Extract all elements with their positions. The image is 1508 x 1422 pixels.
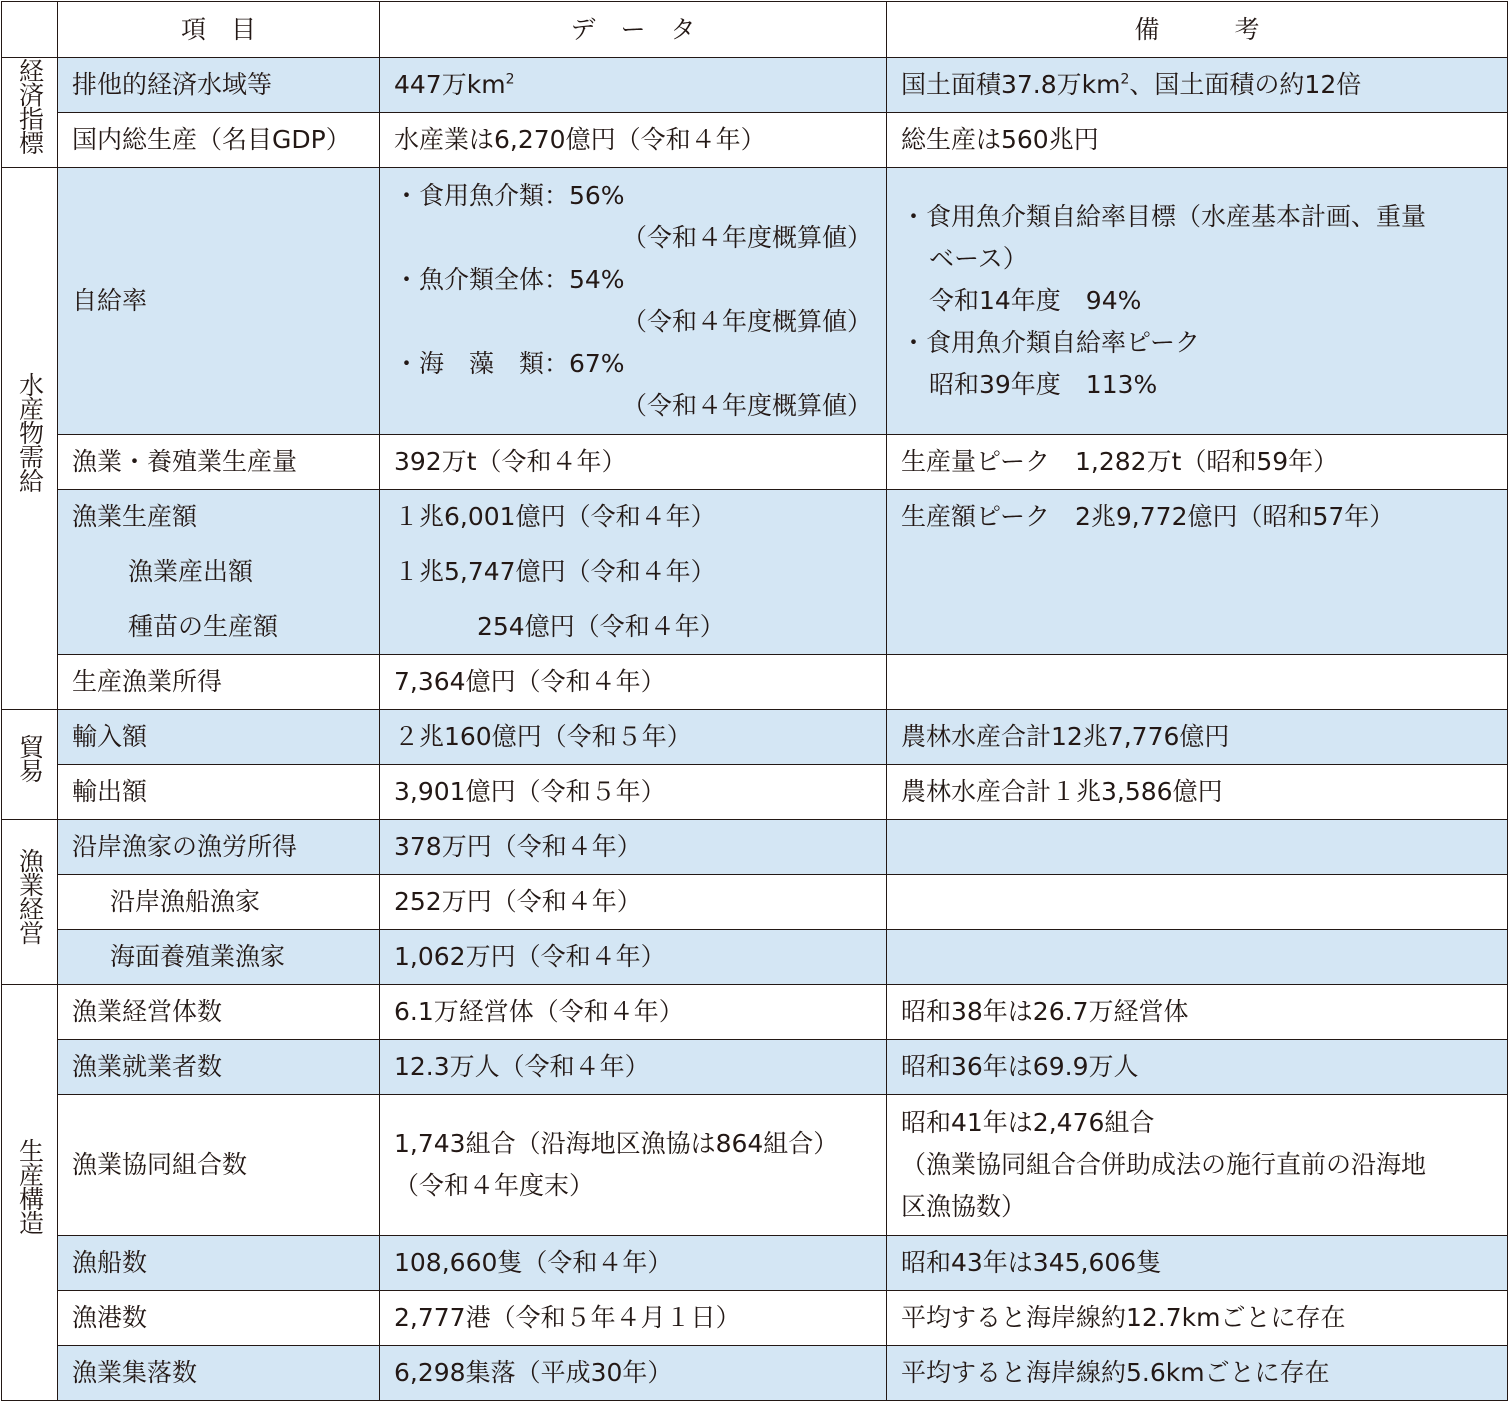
item-cell: 漁業就業者数 [58,1040,380,1095]
data-cell: 108,660隻（令和４年） [380,1236,887,1291]
item-cell: 生産漁業所得 [58,655,380,710]
note-cell [887,168,1508,435]
table-row [2,435,1508,490]
item-cell: 漁業産出額 [58,545,380,600]
header-blank [2,2,58,58]
table-row [2,655,1508,710]
table-row [2,765,1508,820]
table-row [2,545,1508,600]
note-cell: 平均すると海岸線約12.7kmごとに存在 [887,1291,1508,1346]
table-row [2,1291,1508,1346]
header-data: デ ー タ [380,2,887,58]
item-cell: 漁業生産額 [58,490,380,545]
category-economy: 経済指標 [2,58,58,168]
table-row [2,58,1508,113]
data-line: （令和４年度末） [394,1171,595,1200]
note-cell [887,600,1508,655]
data-line: ・海 藻 類：67% [394,349,625,378]
category-structure: 生産構造 [2,985,58,1401]
table-row [2,113,1508,168]
item-cell: 漁業経営体数 [58,985,380,1040]
header-note: 備 考 [887,2,1508,58]
note-cell: 総生産は560兆円 [887,113,1508,168]
data-cell [380,168,887,435]
note-cell: 農林水産合計１兆3,586億円 [887,765,1508,820]
table-row [2,1236,1508,1291]
item-cell: 国内総生産（名目GDP） [58,113,380,168]
note-cell [887,820,1508,875]
data-cell: １兆5,747億円（令和４年） [380,545,887,600]
data-line: ・食用魚介類：56% [394,181,625,210]
item-cell: 自給率 [58,168,380,435]
item-cell: 排他的経済水域等 [58,58,380,113]
note-line: ベース） [929,244,1028,273]
note-cell: 生産量ピーク 1,282万t（昭和59年） [887,435,1508,490]
header-item: 項 目 [58,2,380,58]
note-cell [887,655,1508,710]
item-cell: 漁港数 [58,1291,380,1346]
item-cell: 輸出額 [58,765,380,820]
note-cell: 昭和36年は69.9万人 [887,1040,1508,1095]
note-cell: 農林水産合計12兆7,776億円 [887,710,1508,765]
data-line: （令和４年度概算値） [621,223,872,252]
data-cell: １兆6,001億円（令和４年） [380,490,887,545]
data-cell: 7,364億円（令和４年） [380,655,887,710]
data-line: （令和４年度概算値） [621,307,872,336]
table-row [2,1346,1508,1401]
data-cell: ２兆160億円（令和５年） [380,710,887,765]
table-row [2,1095,1508,1236]
note-cell: 生産額ピーク 2兆9,772億円（昭和57年） [887,490,1508,545]
data-cell: 3,901億円（令和５年） [380,765,887,820]
data-line: （令和４年度概算値） [621,391,872,420]
table-row [2,168,1508,435]
note-cell [887,1095,1508,1236]
note-line: （漁業協同組合合併助成法の施行直前の沿海地 [901,1150,1427,1179]
item-cell: 海面養殖業漁家 [58,930,380,985]
category-supply: 水産物需給 [2,168,58,710]
fisheries-statistics-table [1,1,1508,1401]
table-row [2,930,1508,985]
item-cell: 漁業・養殖業生産量 [58,435,380,490]
note-cell: 国土面積37.8万$km^2$、国土面積の約12倍 [887,58,1508,113]
item-cell: 沿岸漁船漁家 [58,875,380,930]
table-row [2,490,1508,545]
item-cell: 漁業協同組合数 [58,1095,380,1236]
table-row [2,985,1508,1040]
data-cell: 447万$km^2$ [380,58,887,113]
data-line: 1,743組合（沿海地区漁協は864組合） [394,1129,839,1158]
item-cell: 沿岸漁家の漁労所得 [58,820,380,875]
note-cell [887,930,1508,985]
note-line: 区漁協数） [901,1192,1027,1221]
note-cell: 昭和38年は26.7万経営体 [887,985,1508,1040]
table-row [2,600,1508,655]
data-cell: 392万t（令和４年） [380,435,887,490]
note-line: ・食用魚介類自給率目標（水産基本計画、重量 [901,202,1427,231]
note-cell [887,875,1508,930]
table-row [2,875,1508,930]
header-row [2,2,1508,58]
data-cell: 378万円（令和４年） [380,820,887,875]
data-cell: 6,298集落（平成30年） [380,1346,887,1401]
data-line: ・魚介類全体：54% [394,265,625,294]
item-cell: 輸入額 [58,710,380,765]
data-cell: 12.3万人（令和４年） [380,1040,887,1095]
note-cell: 平均すると海岸線約5.6kmごとに存在 [887,1346,1508,1401]
note-cell [887,545,1508,600]
item-cell: 漁船数 [58,1236,380,1291]
table-row [2,710,1508,765]
category-management: 漁業経営 [2,820,58,985]
note-line: 令和14年度 94% [929,286,1142,315]
data-cell: 254億円（令和４年） [380,600,887,655]
data-cell: 6.1万経営体（令和４年） [380,985,887,1040]
data-cell: 1,062万円（令和４年） [380,930,887,985]
note-line: ・食用魚介類自給率ピーク [901,328,1201,357]
item-cell: 漁業集落数 [58,1346,380,1401]
note-line: 昭和39年度 113% [929,370,1158,399]
data-cell: 252万円（令和４年） [380,875,887,930]
data-cell: 2,777港（令和５年４月１日） [380,1291,887,1346]
category-trade: 貿易 [2,710,58,820]
table-row [2,820,1508,875]
note-line: 昭和41年は2,476組合 [901,1108,1155,1137]
note-cell: 昭和43年は345,606隻 [887,1236,1508,1291]
table-row [2,1040,1508,1095]
item-cell: 種苗の生産額 [58,600,380,655]
data-cell [380,1095,887,1236]
data-cell: 水産業は6,270億円（令和４年） [380,113,887,168]
